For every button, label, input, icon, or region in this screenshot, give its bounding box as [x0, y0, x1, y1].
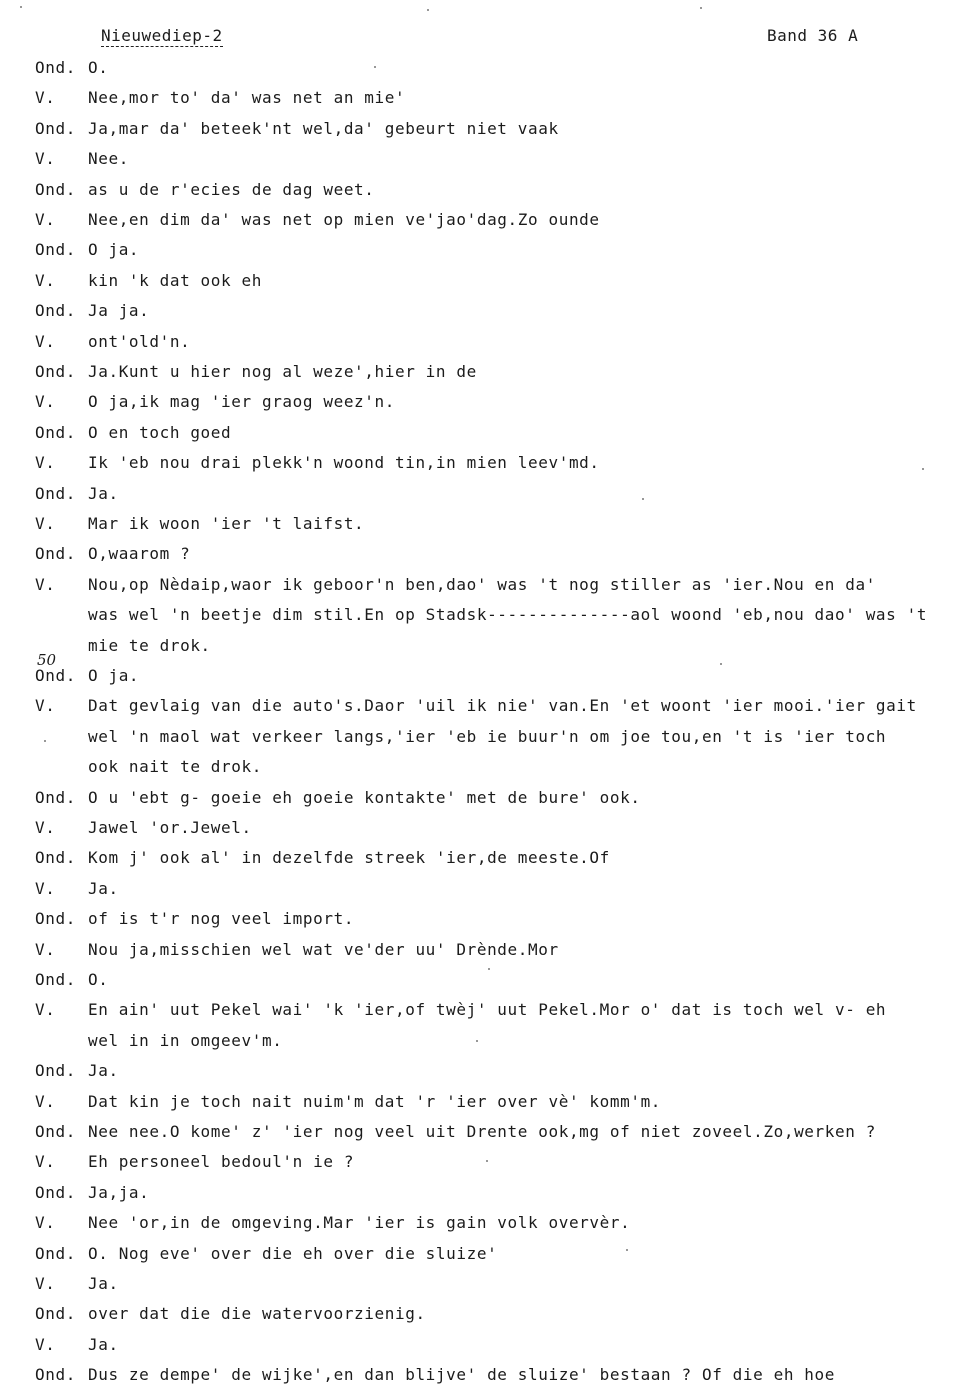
- transcript-line: [0, 1365, 979, 1387]
- utterance-text: O. Nog eve' over die eh over die sluize': [88, 1244, 498, 1263]
- utterance-text: O ja.: [88, 666, 140, 685]
- utterance-text: O en toch goed: [88, 423, 232, 442]
- transcript-line: [0, 1304, 979, 1326]
- scan-speck: [922, 468, 924, 470]
- scan-speck: [488, 968, 490, 970]
- transcript-line: [0, 1335, 979, 1357]
- speaker-label: Ond.: [35, 970, 76, 989]
- transcript-line: [0, 544, 979, 566]
- transcript-line: [0, 1061, 979, 1083]
- scan-speck: [626, 1249, 628, 1251]
- speaker-label: Ond.: [35, 58, 76, 77]
- utterance-text: Nee,mor to' da' was net an mie': [88, 88, 406, 107]
- utterance-text: En ain' uut Pekel wai' 'k 'ier,of twèj' uut Pekel.Mor o' dat is toch wel v- eh: [88, 1000, 887, 1019]
- transcript-line: [0, 210, 979, 232]
- utterance-text: O ja,ik mag 'ier graog weez'n.: [88, 392, 395, 411]
- transcript-line: [0, 970, 979, 992]
- speaker-label: Ond.: [35, 544, 76, 563]
- transcript-line: [0, 757, 979, 779]
- utterance-text: ook nait te drok.: [88, 757, 262, 776]
- transcript-line: [0, 818, 979, 840]
- speaker-label: Ond.: [35, 484, 76, 503]
- speaker-label: Ond.: [35, 301, 76, 320]
- speaker-label: V.: [35, 271, 56, 290]
- transcript-line: [0, 879, 979, 901]
- transcript-line: [0, 605, 979, 627]
- speaker-label: Ond.: [35, 666, 76, 685]
- speaker-label: Ond.: [35, 1365, 76, 1384]
- utterance-text: Ja.Kunt u hier nog al weze',hier in de: [88, 362, 477, 381]
- speaker-label: Ond.: [35, 240, 76, 259]
- transcript-line: [0, 1000, 979, 1022]
- utterance-text: over dat die die watervoorzienig.: [88, 1304, 426, 1323]
- speaker-label: V.: [35, 575, 56, 594]
- speaker-label: Ond.: [35, 1304, 76, 1323]
- transcript-line: [0, 88, 979, 110]
- transcript-line: [0, 240, 979, 262]
- utterance-text: Ik 'eb nou drai plekk'n woond tin,in mien leev'md.: [88, 453, 600, 472]
- utterance-text: Nou,op Nèdaip,waor ik geboor'n ben,dao' was 't nog stiller as 'ier.Nou en da': [88, 575, 876, 594]
- speaker-label: V.: [35, 1092, 56, 1111]
- speaker-label: Ond.: [35, 180, 76, 199]
- scan-speck: [642, 498, 644, 500]
- tape-reference: Band 36 A: [767, 26, 859, 45]
- transcript-line: [0, 636, 979, 658]
- speaker-label: V.: [35, 453, 56, 472]
- utterance-text: Ja,ja.: [88, 1183, 150, 1202]
- utterance-text: Ja ja.: [88, 301, 150, 320]
- transcript-line: [0, 1152, 979, 1174]
- transcript-line: [0, 392, 979, 414]
- transcript-line: [0, 301, 979, 323]
- utterance-text: wel in in omgeev'm.: [88, 1031, 283, 1050]
- transcript-line: [0, 332, 979, 354]
- speaker-label: Ond.: [35, 1244, 76, 1263]
- utterance-text: Ja,mar da' beteek'nt wel,da' gebeurt niet vaak: [88, 119, 559, 138]
- utterance-text: Eh personeel bedoul'n ie ?: [88, 1152, 355, 1171]
- speaker-label: V.: [35, 514, 56, 533]
- utterance-text: kin 'k dat ook eh: [88, 271, 262, 290]
- utterance-text: Ja.: [88, 1335, 119, 1354]
- transcript-line: [0, 453, 979, 475]
- scan-speck: [427, 9, 429, 11]
- speaker-label: V.: [35, 879, 56, 898]
- transcript-line: [0, 1031, 979, 1053]
- utterance-text: Jawel 'or.Jewel.: [88, 818, 252, 837]
- margin-counter-note: 50: [37, 651, 57, 669]
- speaker-label: V.: [35, 940, 56, 959]
- speaker-label: Ond.: [35, 909, 76, 928]
- speaker-label: V.: [35, 210, 56, 229]
- utterance-text: was wel 'n beetje dim stil.En op Stadsk--------------aol woond 'eb,nou dao' was 't: [88, 605, 928, 624]
- utterance-text: as u de r'ecies de dag weet.: [88, 180, 375, 199]
- utterance-text: O.: [88, 58, 109, 77]
- utterance-text: wel 'n maol wat verkeer langs,'ier 'eb ie buur'n om joe tou,en 't is 'ier toch: [88, 727, 887, 746]
- speaker-label: Ond.: [35, 1183, 76, 1202]
- speaker-label: V.: [35, 332, 56, 351]
- transcript-line: [0, 271, 979, 293]
- transcript-line: [0, 1274, 979, 1296]
- transcript-line: [0, 58, 979, 80]
- speaker-label: V.: [35, 818, 56, 837]
- speaker-label: V.: [35, 696, 56, 715]
- utterance-text: Ja.: [88, 879, 119, 898]
- utterance-text: Dat kin je toch nait nuim'm dat 'r 'ier over vè' komm'm.: [88, 1092, 662, 1111]
- transcript-line: [0, 848, 979, 870]
- transcript-line: [0, 423, 979, 445]
- transcript-line: [0, 1122, 979, 1144]
- speaker-label: Ond.: [35, 1122, 76, 1141]
- transcript-line: [0, 727, 979, 749]
- utterance-text: Dus ze dempe' de wijke',en dan blijve' de sluize' bestaan ? Of die eh hoe: [88, 1365, 835, 1384]
- scan-speck: [700, 7, 702, 9]
- utterance-text: Ja.: [88, 1274, 119, 1293]
- speaker-label: V.: [35, 1335, 56, 1354]
- transcript-line: [0, 484, 979, 506]
- utterance-text: mie te drok.: [88, 636, 211, 655]
- utterance-text: Nou ja,misschien wel wat ve'der uu' Drènde.Mor: [88, 940, 559, 959]
- scan-speck: [476, 1040, 478, 1042]
- speaker-label: V.: [35, 88, 56, 107]
- utterance-text: Ja.: [88, 1061, 119, 1080]
- transcript-line: [0, 514, 979, 536]
- scan-speck: [20, 6, 22, 8]
- utterance-text: Kom j' ook al' in dezelfde streek 'ier,de meeste.Of: [88, 848, 610, 867]
- transcript-line: [0, 909, 979, 931]
- transcript-line: [0, 1183, 979, 1205]
- speaker-label: V.: [35, 1152, 56, 1171]
- transcript-line: [0, 1092, 979, 1114]
- scan-speck: [374, 66, 376, 68]
- speaker-label: V.: [35, 1000, 56, 1019]
- transcript-line: [0, 575, 979, 597]
- transcript-line: [0, 362, 979, 384]
- transcript-line: [0, 666, 979, 688]
- speaker-label: V.: [35, 392, 56, 411]
- utterance-text: O.: [88, 970, 109, 989]
- transcript-line: [0, 180, 979, 202]
- utterance-text: O,waarom ?: [88, 544, 191, 563]
- transcript-line: [0, 940, 979, 962]
- transcript-line: [0, 1213, 979, 1235]
- utterance-text: of is t'r nog veel import.: [88, 909, 355, 928]
- transcript-line: [0, 119, 979, 141]
- transcript-line: [0, 696, 979, 718]
- transcript-line: [0, 149, 979, 171]
- document-title: Nieuwediep-2: [101, 26, 223, 45]
- speaker-label: Ond.: [35, 788, 76, 807]
- scan-speck: [44, 740, 46, 742]
- speaker-label: Ond.: [35, 423, 76, 442]
- utterance-text: Nee nee.O kome' z' 'ier nog veel uit Drente ook,mg of niet zoveel.Zo,werken ?: [88, 1122, 876, 1141]
- speaker-label: Ond.: [35, 119, 76, 138]
- utterance-text: Nee,en dim da' was net op mien ve'jao'dag.Zo ounde: [88, 210, 600, 229]
- utterance-text: Mar ik woon 'ier 't laifst.: [88, 514, 365, 533]
- utterance-text: Ja.: [88, 484, 119, 503]
- speaker-label: Ond.: [35, 362, 76, 381]
- speaker-label: Ond.: [35, 1061, 76, 1080]
- speaker-label: V.: [35, 1274, 56, 1293]
- scan-speck: [720, 663, 722, 665]
- utterance-text: Nee.: [88, 149, 129, 168]
- utterance-text: ont'old'n.: [88, 332, 191, 351]
- utterance-text: O ja.: [88, 240, 140, 259]
- speaker-label: V.: [35, 1213, 56, 1232]
- utterance-text: Dat gevlaig van die auto's.Daor 'uil ik nie' van.En 'et woont 'ier mooi.'ier gait: [88, 696, 917, 715]
- transcript-line: [0, 788, 979, 810]
- scan-speck: [486, 1160, 488, 1162]
- utterance-text: O u 'ebt g- goeie eh goeie kontakte' met de bure' ook.: [88, 788, 641, 807]
- utterance-text: Nee 'or,in de omgeving.Mar 'ier is gain volk overvèr.: [88, 1213, 631, 1232]
- speaker-label: Ond.: [35, 848, 76, 867]
- transcript-line: [0, 1244, 979, 1266]
- speaker-label: V.: [35, 149, 56, 168]
